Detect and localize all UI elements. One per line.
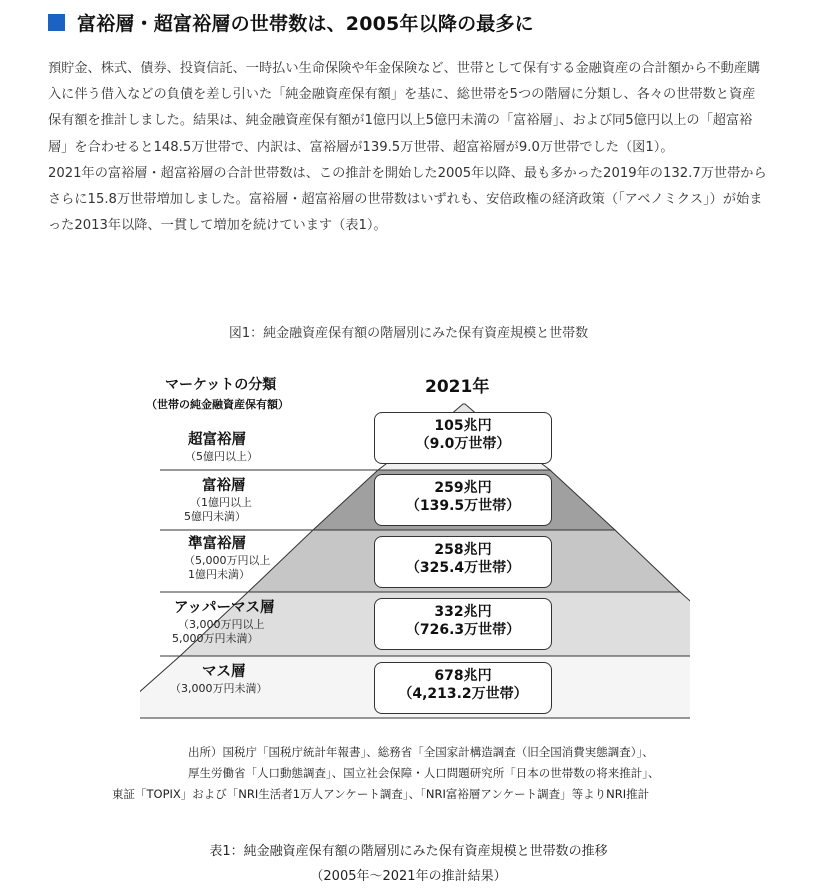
market-header-sub: （世帯の純金融資産保有額） bbox=[146, 398, 289, 411]
households-value: （4,213.2万世帯） bbox=[398, 686, 528, 702]
tier-name-semi-wealthy: 準富裕層 bbox=[188, 536, 246, 552]
households-value: （9.0万世帯） bbox=[415, 436, 511, 452]
paragraph: 預貯金、株式、債券、投資信託、一時払い生命保険や年金保険など、世帯として保有する金融資産の合計額から不動産購入に伴う借入などの負債を差し引いた「純金融資産保有額」を基に、総世帯を5つの階層に分類し、各々の世帯数と資産保有額を推計しました。結果は、純金融資産保有額が1億円以上5億円未満の「富裕層」、および同5億円以上の「超富裕層」を合わせると148.5万世帯で、内訳は、富裕層が139.5万世帯、超富裕層が9.0万世帯でした（図1）。 bbox=[48, 61, 761, 155]
assets-value: 259兆円 bbox=[434, 480, 492, 496]
source-note: 厚生労働省「人口動態調査」、国立社会保障・人口問題研究所「日本の世帯数の将来推計」、 bbox=[188, 766, 660, 780]
tier-name-ultra-wealthy: 超富裕層 bbox=[188, 432, 246, 448]
article-body bbox=[48, 56, 768, 239]
assets-value: 332兆円 bbox=[434, 604, 492, 620]
households-value: （139.5万世帯） bbox=[405, 498, 521, 514]
paragraph: 2021年の富裕層・超富裕層の合計世帯数は、この推計を開始した2005年以降、最も多かった2019年の132.7万世帯からさらに15.8万世帯増加しました。富裕層・超富裕層の世帯数はいずれも、安倍政権の経済政策（「アベノミクス」）が始まった2013年以降、一貫して増加を続けています（表1）。 bbox=[48, 165, 767, 234]
heading-marker-icon bbox=[48, 14, 65, 31]
year-label: 2021年 bbox=[425, 377, 490, 397]
market-header: マーケットの分類 bbox=[165, 377, 277, 393]
assets-value: 258兆円 bbox=[434, 542, 492, 558]
assets-value: 678兆円 bbox=[434, 668, 492, 684]
tier-range: 5,000万円未満） bbox=[172, 632, 259, 645]
tier-range: （1億円以上 bbox=[190, 496, 252, 509]
tier-box-upper-mass bbox=[374, 598, 552, 650]
source-note: 東証「TOPIX」および「NRI生活者1万人アンケート調査」、「NRI富裕層アンケート調査」等よりNRI推計 bbox=[112, 787, 650, 801]
tier-range: （5億円以上） bbox=[185, 450, 258, 463]
tier-box-ultra-wealthy bbox=[374, 412, 552, 464]
source-note: 出所）国税庁「国税庁統計年報書」、総務省「全国家計構造調査（旧全国消費実態調査）」、 bbox=[188, 745, 654, 759]
table-caption: 表1：純金融資産保有額の階層別にみた保有資産規模と世帯数の推移 bbox=[209, 844, 608, 859]
table-subcaption: （2005年～2021年の推計結果） bbox=[310, 869, 507, 884]
tier-range: （5,000万円以上 bbox=[184, 554, 271, 567]
page-heading bbox=[48, 9, 534, 36]
tier-name-upper-mass: アッパーマス層 bbox=[174, 600, 275, 616]
tier-range: （3,000万円以上 bbox=[178, 618, 265, 631]
households-value: （726.3万世帯） bbox=[405, 622, 521, 638]
pyramid-figure bbox=[140, 368, 690, 738]
tier-range: （3,000万円未満） bbox=[170, 682, 268, 695]
households-value: （325.4万世帯） bbox=[405, 560, 521, 576]
tier-box-semi-wealthy bbox=[374, 536, 552, 588]
page-title: 富裕層・超富裕層の世帯数は、2005年以降の最多に bbox=[77, 13, 534, 35]
assets-value: 105兆円 bbox=[434, 418, 492, 434]
tier-name-mass: マス層 bbox=[202, 664, 246, 680]
tier-name-wealthy: 富裕層 bbox=[202, 478, 246, 494]
figure-caption: 図1：純金融資産保有額の階層別にみた保有資産規模と世帯数 bbox=[228, 326, 589, 341]
tier-range: 1億円未満） bbox=[188, 568, 250, 581]
tier-box-wealthy bbox=[374, 474, 552, 526]
tier-box-mass bbox=[374, 662, 552, 714]
tier-range: 5億円未満） bbox=[184, 510, 246, 523]
